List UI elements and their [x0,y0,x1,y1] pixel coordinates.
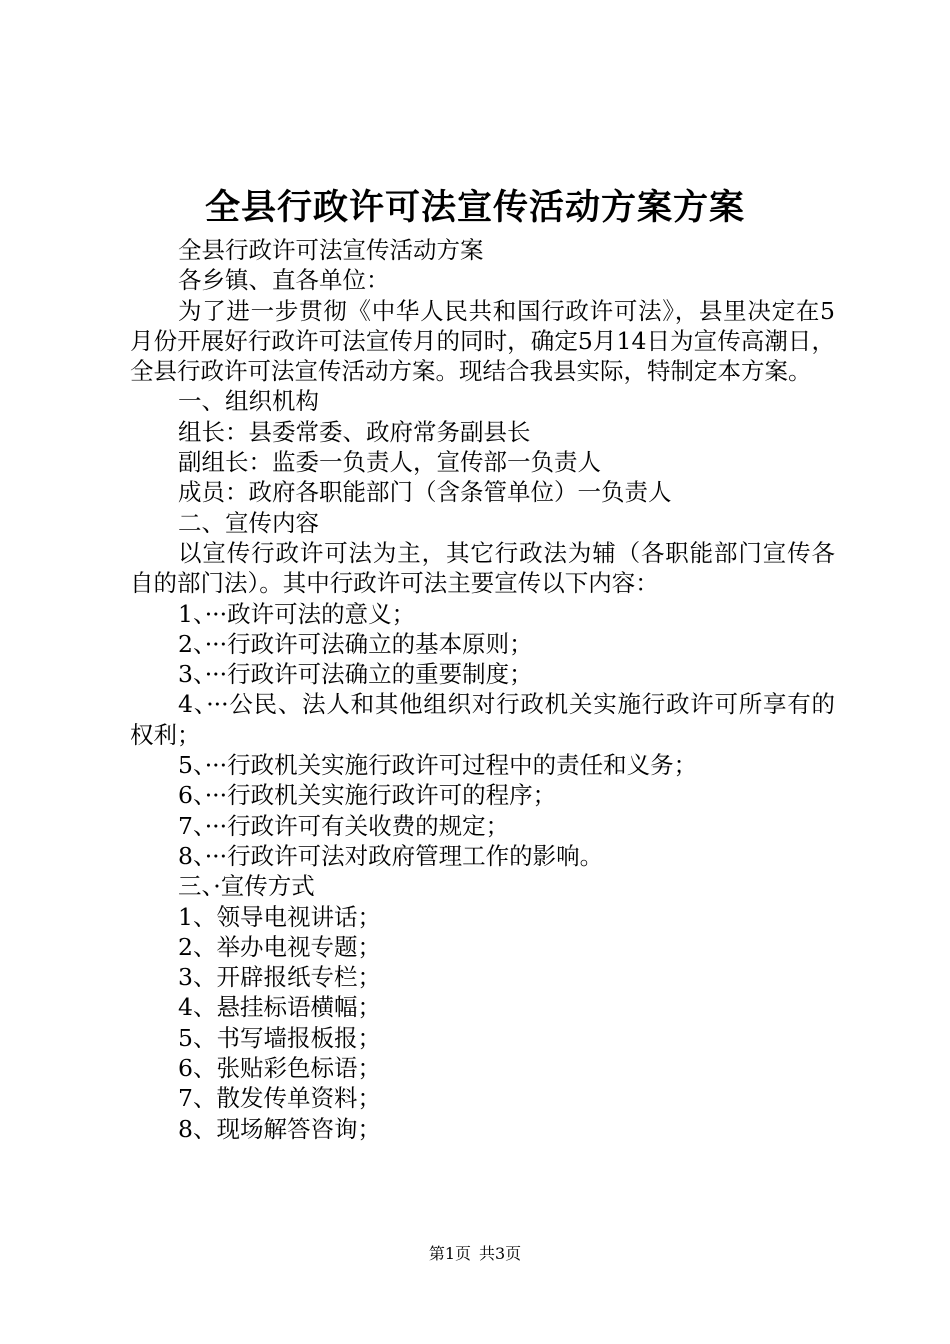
list-item: 1、领导电视讲话； [178,902,381,931]
page-total: 共3页 [479,1244,522,1263]
list-item: 7、···行政许可有关收费的规定； [178,811,510,840]
list-item: 4、悬挂标语横幅； [178,993,381,1022]
list-item: 4、···公民、法人和其他组织对行政机关实施行政许可所享有的权利； [130,690,835,749]
paragraph-deputy-leader: 副组长：监委一负责人，宣传部一负责人 [178,448,601,477]
list-item: 1、···政许可法的意义； [178,599,416,628]
list-item: 2、···行政许可法确立的基本原则； [178,629,533,658]
list-item: 3、···行政许可法确立的重要制度； [178,660,533,689]
document-title: 全县行政许可法宣传活动方案方案 [204,187,745,228]
list-item: 5、书写墙报板报； [178,1023,381,1052]
page-number: 第1页 [428,1244,471,1263]
list-item: 7、散发传单资料； [178,1084,381,1113]
list-item: 5、···行政机关实施行政许可过程中的责任和义务； [178,751,698,780]
list-item: 8、现场解答咨询； [178,1114,381,1143]
list-item: 2、举办电视专题； [178,932,381,961]
paragraph-subtitle: 全县行政许可法宣传活动方案 [178,236,484,264]
list-item: 3、开辟报纸专栏； [178,963,381,992]
section-heading-organization: 一、组织机构 [178,387,319,416]
list-item: 8、···行政许可法对政府管理工作的影响。 [178,841,604,870]
section-heading-content: 二、宣传内容 [178,508,319,537]
paragraph-members: 成员：政府各职能部门（含条管单位）一负责人 [178,478,672,507]
paragraph-leader: 组长：县委常委、政府常务副县长 [178,417,531,446]
paragraph-addressee: 各乡镇、直各单位： [178,266,390,295]
list-item: 6、张贴彩色标语； [178,1054,381,1083]
paragraph-content-intro: 以宣传行政许可法为主，其它行政法为辅（各职能部门宣传各自的部门法）。其中行政许可法主要宣传以下内容： [130,538,835,598]
document-body [130,235,835,1144]
list-item: 6、···行政机关实施行政许可的程序； [178,781,557,810]
section-heading-methods: 三、·宣传方式 [178,872,315,901]
paragraph-intro: 为了进一步贯彻《中华人民共和国行政许可法》，县里决定在5月份开展好行政许可法宣传月的同时，确定5月14日为宣传高潮日，全县行政许可法宣传活动方案。现结合我县实际，特制定本方案。 [130,296,835,386]
page-footer [0,1242,950,1266]
